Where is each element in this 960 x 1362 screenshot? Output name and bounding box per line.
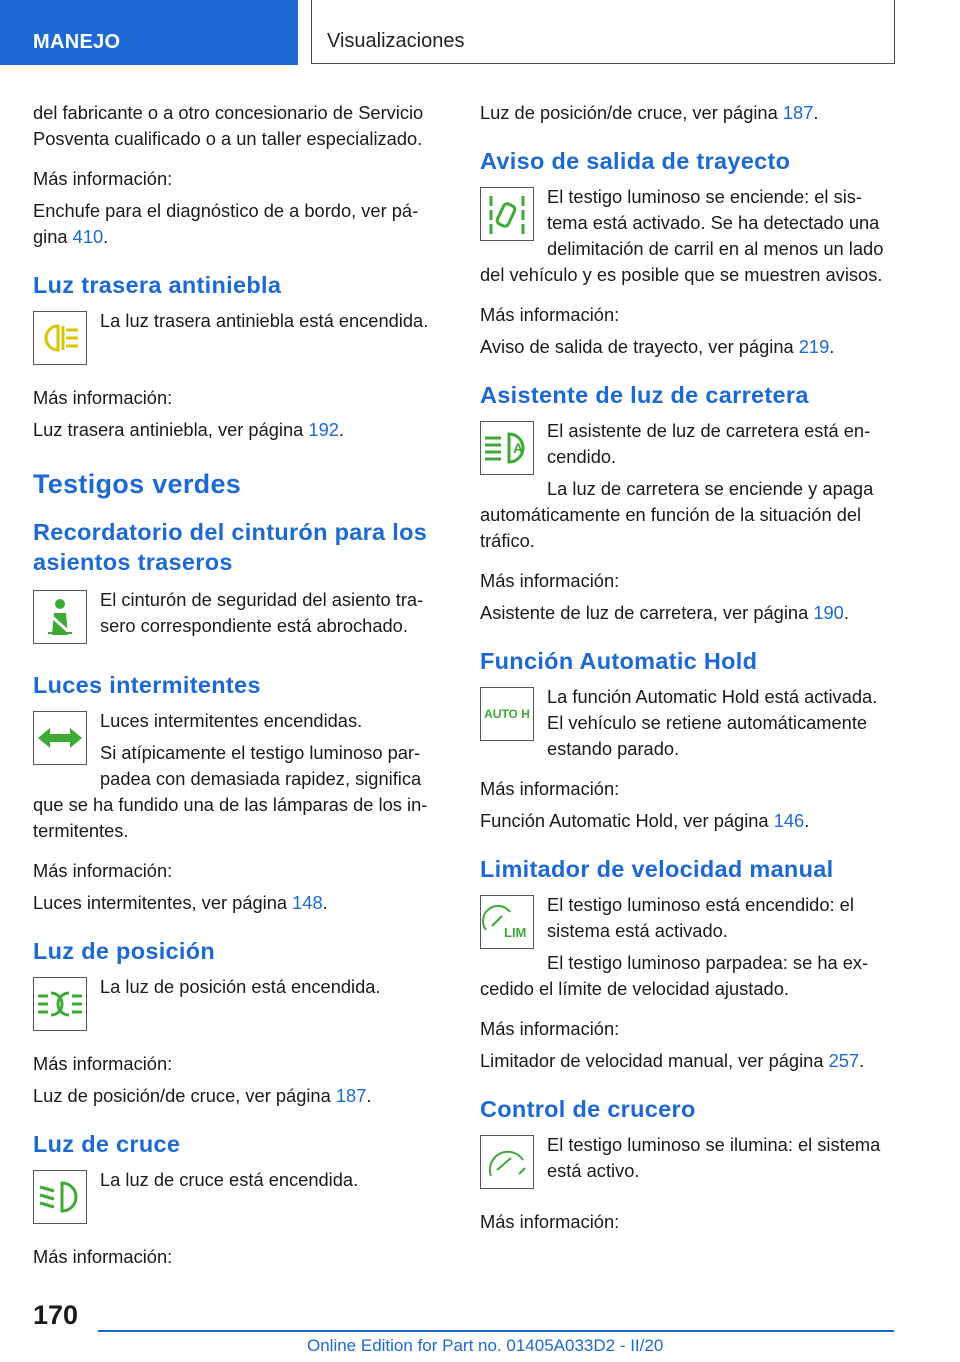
more-info-label: Más información: — [480, 778, 620, 799]
reference-line: Función Automatic Hold, ver página 146. — [480, 810, 810, 831]
page-link[interactable]: 146 — [773, 810, 805, 831]
page-link[interactable]: 192 — [308, 419, 339, 440]
chapter-header — [311, 0, 895, 64]
reference-line: Luz de posición/de cruce, ver página 187. — [480, 102, 819, 123]
chapter-title: Visualizaciones — [327, 30, 465, 52]
reference-line: Aviso de salida de trayecto, ver página 219. — [480, 336, 835, 357]
more-info-label: Más información: — [480, 1018, 620, 1039]
svg-text:A: A — [513, 440, 524, 456]
auto-hold-block — [480, 684, 894, 762]
speed-limiter-text: El testigo luminoso está encendido: el sistema está activado. — [547, 894, 854, 941]
page-link[interactable]: 148 — [292, 892, 323, 913]
right-column — [480, 100, 894, 1235]
auto-hold-icon — [480, 687, 534, 741]
fog-light-text: La luz trasera antiniebla está encendida. — [100, 310, 429, 331]
intro-text: del fabricante o a otro concesionario de Servicio Posventa cualificado o a un taller especializado. — [33, 102, 424, 149]
more-info-label: Más información: — [480, 570, 620, 591]
more-info-label: Más información: — [480, 304, 620, 325]
more-info-label: Más información: — [480, 1211, 620, 1232]
auto-hold-icon-label: AUTO H — [484, 707, 530, 721]
speed-limiter-icon — [480, 895, 534, 949]
rear-fog-light-icon — [33, 311, 87, 365]
position-light-block — [33, 974, 439, 1037]
edition-footer: Online Edition for Part no. 01405A033D2 - II/20 — [307, 1336, 664, 1355]
cruise-control-icon — [480, 1135, 534, 1189]
seatbelt-icon — [33, 590, 87, 644]
page-link[interactable]: 187 — [782, 102, 814, 123]
more-info-label: Más información: — [33, 1246, 173, 1267]
page-link[interactable]: 190 — [813, 602, 844, 623]
speed-limiter-detail: El testigo luminoso parpadea: se ha excedido el límite de velocidad ajustado. — [480, 952, 869, 999]
turn-signals-block — [33, 708, 439, 844]
position-light-text: La luz de posición está encendida. — [100, 976, 381, 997]
lane-departure-text: El testigo luminoso se enciende: el sistema está activado. Se ha detectado una delimitación de carril en al menos un lado del vehículo y es posible que se muestren avisos. — [480, 186, 884, 285]
section-heading-position-light: Luz de posición — [33, 938, 216, 964]
section-heading-high-beam-assist: Asistente de luz de carretera — [480, 382, 809, 408]
seatbelt-block — [33, 587, 439, 650]
chapter-heading-green: Testigos verdes — [33, 469, 242, 499]
more-info-label: Más información: — [33, 860, 173, 881]
cruise-control-block — [480, 1132, 894, 1195]
page-link[interactable]: 410 — [72, 226, 104, 247]
section-heading-seatbelt: Recordatorio del cinturón para los asientos traseros — [33, 519, 428, 575]
section-heading-auto-hold: Función Automatic Hold — [480, 648, 758, 674]
page-link[interactable]: 219 — [798, 336, 830, 357]
seatbelt-text: El cinturón de seguridad del asiento trasero correspondiente está abrochado. — [100, 589, 424, 636]
lane-departure-block — [480, 184, 894, 288]
turn-signal-arrows-icon — [33, 711, 87, 765]
cruise-control-text: El testigo luminoso se ilumina: el sistema está activo. — [547, 1134, 881, 1181]
low-beam-icon — [33, 1170, 87, 1224]
more-info-label: Más información: — [33, 168, 173, 189]
high-beam-assist-detail: La luz de carretera se enciende y apaga automáticamente en función de la situación del tráfico. — [480, 478, 874, 551]
reference-line: Enchufe para el diagnóstico de a bordo, ver página 410. — [33, 200, 419, 247]
page-link[interactable]: 187 — [335, 1085, 367, 1106]
section-label: MANEJO — [33, 31, 121, 53]
more-info-label: Más información: — [33, 387, 173, 408]
high-beam-assist-block — [480, 418, 894, 554]
position-light-icon — [33, 977, 87, 1031]
speed-limiter-block — [480, 892, 894, 1002]
high-beam-assist-text: El asistente de luz de carretera está encendido. — [547, 420, 871, 467]
fog-light-block — [33, 308, 439, 371]
speed-limiter-icon-label: LIM — [504, 925, 527, 940]
section-heading-low-beam: Luz de cruce — [33, 1131, 181, 1157]
section-heading-turn-signals: Luces intermitentes — [33, 672, 261, 698]
reference-line: Limitador de velocidad manual, ver página 257. — [480, 1050, 865, 1071]
low-beam-text: La luz de cruce está encendida. — [100, 1169, 359, 1190]
section-heading-lane-departure: Aviso de salida de trayecto — [480, 148, 791, 174]
reference-line: Asistente de luz de carretera, ver página 190. — [480, 602, 849, 623]
section-heading-cruise-control: Control de crucero — [480, 1096, 696, 1122]
high-beam-assist-icon — [480, 421, 534, 475]
section-tab — [0, 0, 298, 65]
reference-line: Luz de posición/de cruce, ver página 187. — [33, 1085, 372, 1106]
footer-divider — [98, 1330, 894, 1332]
low-beam-block — [33, 1167, 439, 1230]
left-column — [33, 100, 439, 1270]
auto-hold-text: La función Automatic Hold está activada. El vehículo se retiene automáticamente estando parado. — [547, 686, 878, 759]
reference-line: Luz trasera antiniebla, ver página 192. — [33, 419, 345, 440]
reference-line: Luces intermitentes, ver página 148. — [33, 892, 328, 913]
lane-departure-icon — [480, 187, 534, 241]
turn-signals-detail: Si atípicamente el testigo luminoso parpadea con demasiada rapidez, significa que se ha fundido una de las lámparas de los intermitentes. — [33, 742, 428, 841]
more-info-label: Más información: — [33, 1053, 173, 1074]
section-heading-fog-light: Luz trasera antiniebla — [33, 272, 282, 298]
section-heading-speed-limiter: Limitador de velocidad manual — [480, 856, 834, 882]
page-number: 170 — [33, 1300, 79, 1330]
turn-signals-text: Luces intermitentes encendidas. — [100, 710, 363, 731]
page-link[interactable]: 257 — [828, 1050, 860, 1071]
